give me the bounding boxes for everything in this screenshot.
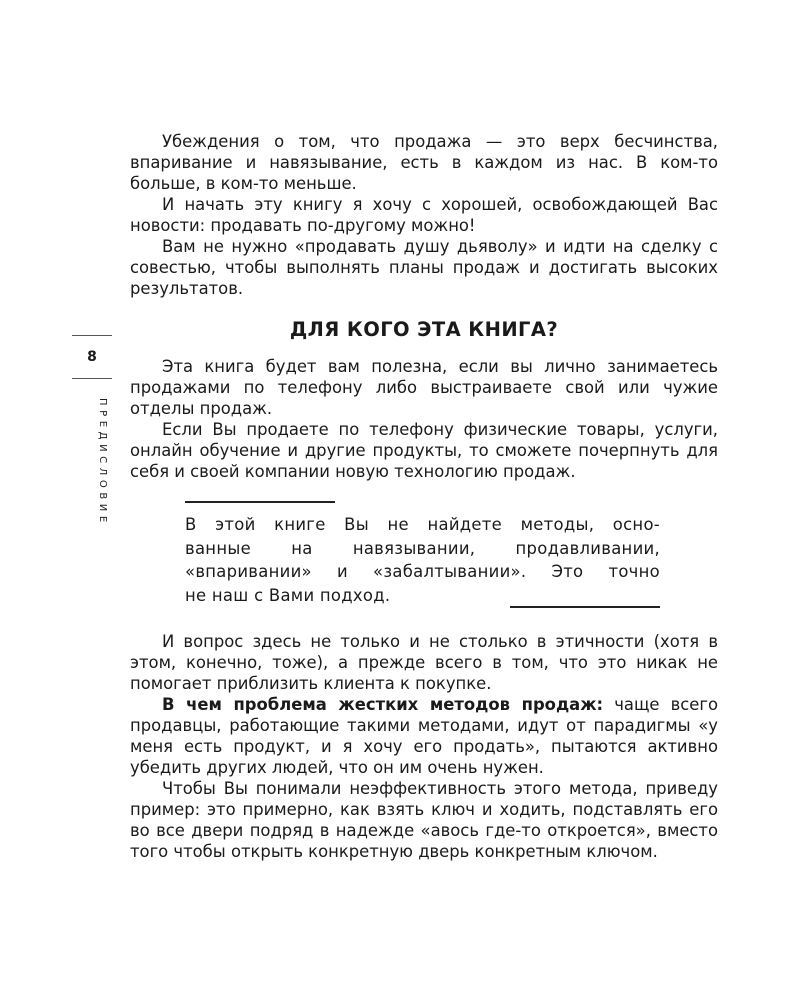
pull-quote bbox=[185, 513, 660, 607]
closing-paragraph-2 bbox=[130, 694, 718, 778]
running-head: ПРЕДИСЛОВИЕ bbox=[97, 398, 108, 527]
intro-paragraph-2: И начать эту книгу я хочу с хорошей, освобождающей Вас новости: продавать по-другому можно! bbox=[130, 195, 718, 235]
closing-paragraph-1-text: И вопрос здесь не только и не столько в этичности (хотя в этом, конечно, тоже), а прежде всего в том, что это никак не помогает приблизить клиента к покупке. bbox=[130, 632, 718, 693]
pull-quote-rule-bottom bbox=[510, 606, 660, 608]
page-number: 8 bbox=[87, 349, 97, 365]
margin-rule-top bbox=[72, 335, 112, 336]
closing-paragraph-3 bbox=[130, 778, 718, 862]
intro-text bbox=[130, 131, 718, 299]
closing-text bbox=[130, 631, 718, 862]
closing-paragraph-2-text: чаще всего продавцы, работающие такими методами, идут от парадигмы «у меня есть продукт, и я хочу его продать», пытаются активно убедить других людей, что он им очень нужен. bbox=[130, 695, 718, 777]
pull-quote-line-1: В этой книге Вы не найдете методы, осно- bbox=[185, 515, 660, 534]
section-text bbox=[130, 356, 718, 482]
closing-paragraph-3-text: Чтобы Вы понимали неэффективность этого метода, приведу пример: это примерно, как взять ключ и ходить, подставлять его во все двери подряд в надежде «авось где-то откроется», вместо того чтобы открыть конкретную дверь конкретным ключом. bbox=[130, 779, 718, 861]
intro-paragraph-3: Вам не нужно «продавать душу дьяволу» и идти на сделку с совестью, чтобы выполнять планы продаж и достигать высоких результатов. bbox=[130, 237, 718, 298]
closing-paragraph-1 bbox=[130, 631, 718, 694]
closing-paragraph-2-lead: В чем проблема жестких методов продаж: bbox=[162, 695, 604, 714]
intro-paragraph-1: Убеждения о том, что продажа — это верх бесчинства, впаривание и навязывание, есть в каждом из нас. В ком-то больше, в ком-то меньше. bbox=[130, 132, 718, 193]
pull-quote-rule-top bbox=[185, 501, 335, 503]
pull-quote-line-4: не наш с Вами подход. bbox=[185, 585, 391, 605]
section-paragraph-2: Если Вы продаете по телефону физические товары, услуги, онлайн обучение и другие продукты, то сможете почерпнуть для себя и своей компании новую технологию продаж. bbox=[130, 420, 718, 481]
margin-rule-bottom bbox=[72, 378, 112, 379]
section-paragraph-1: Эта книга будет вам полезна, если вы лично занимаетесь продажами по телефону либо выстраиваете свой или чужие отделы продаж. bbox=[130, 357, 718, 418]
pull-quote-line-2: ванные на навязывании, продавливании, bbox=[185, 538, 660, 558]
section-heading: ДЛЯ КОГО ЭТА КНИГА? bbox=[289, 318, 559, 341]
pull-quote-line-3: «впаривании» и «забалтывании». Это точно bbox=[185, 562, 660, 581]
